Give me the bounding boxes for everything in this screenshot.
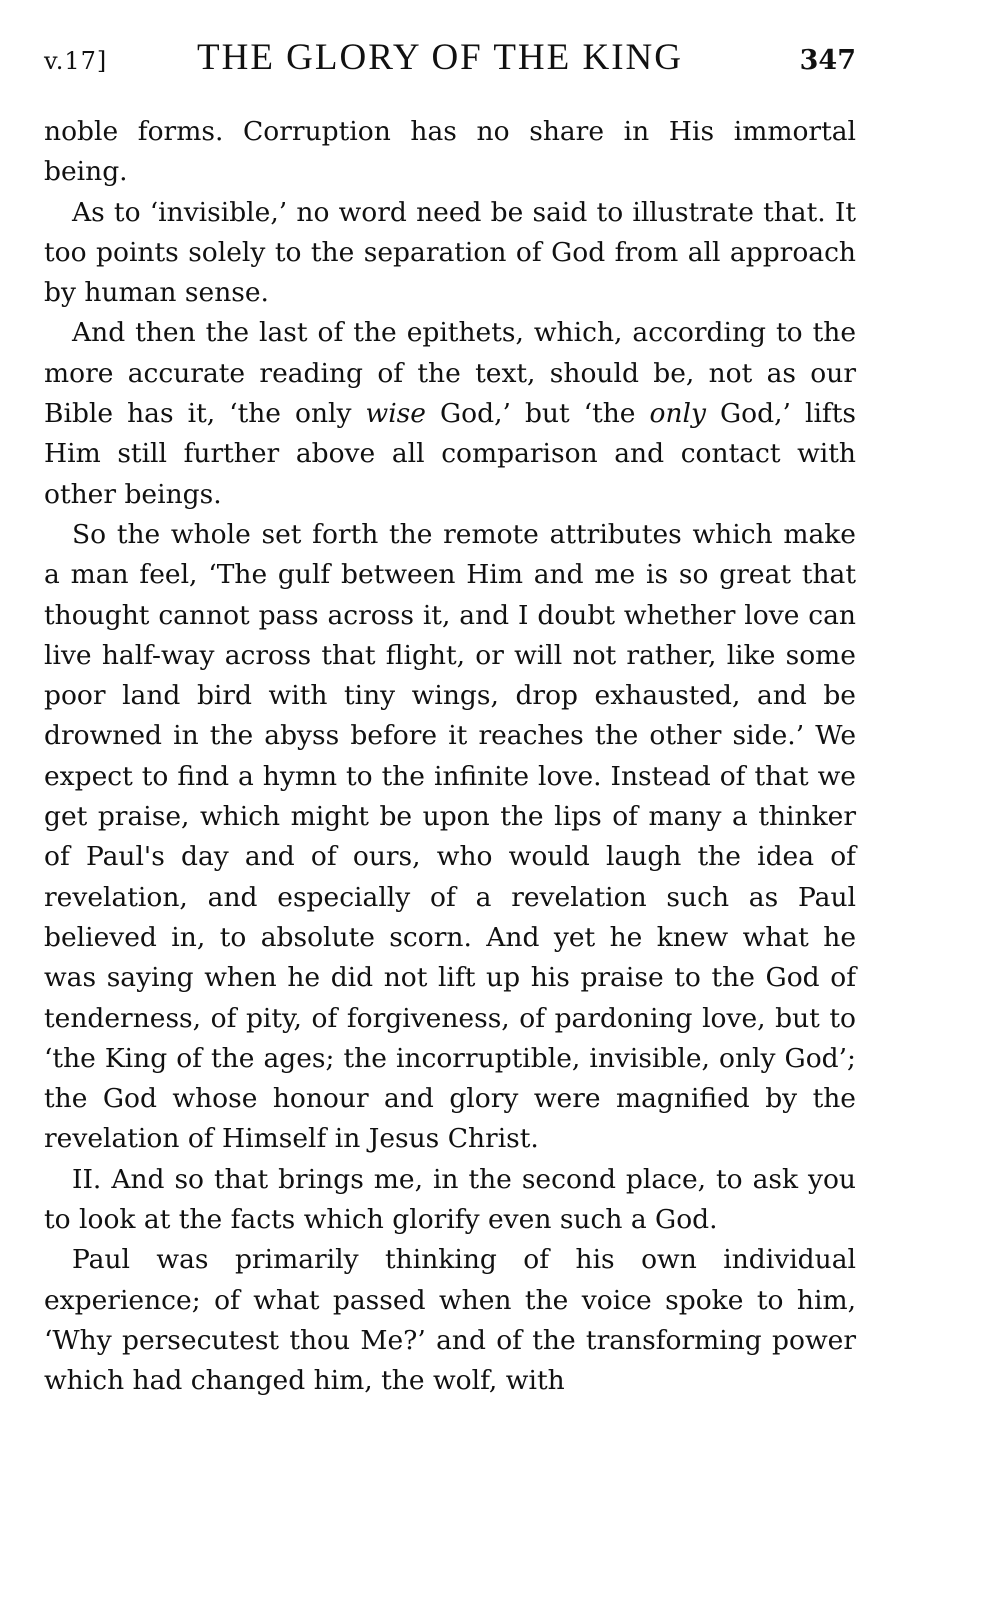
paragraph-4 [44, 515, 856, 1160]
paragraph-text: And then the last of the epithets, which, according to the more accurate reading of the text, should be, not as our Bible has it, ‘the only [44, 317, 856, 430]
verse-reference: v.17] [44, 47, 108, 75]
paragraph-6 [44, 1240, 856, 1401]
paragraph-text: noble forms. Corruption has no share in His immortal being. [44, 116, 856, 188]
paragraph-text: Paul was primarily thinking of his own individual experience; of what passed when the voice spoke to him, ‘Why persecutest thou Me?’ and of the transforming power which had changed him, the wolf, with [44, 1244, 856, 1397]
paragraph-2 [44, 193, 856, 314]
paragraph-1 [44, 112, 856, 193]
paragraph-text: So the whole set forth the remote attributes which make a man feel, ‘The gulf between Him and me is so great that thought cannot pass across it, and I doubt whether love can live half-way across that flight, or will not rather, like some poor land bird with tiny wings, drop exhausted, and be drowned in the abyss before it reaches the other side.’ We expect to find a hymn to the infinite love. Instead of that we get praise, which might be upon the lips of many a thinker of Paul's day and of ours, who would laugh the idea of revelation, and especially of a revelation such as Paul believed in, to absolute scorn. And yet he knew what he was saying when he did not lift up his praise to the God of tenderness, of pity, of forgiveness, of pardoning love, but to ‘the King of the ages; the incorruptible, invisible, only God’; the God whose honour and glory were magnified by the revelation of Himself in Jesus Christ. [44, 518, 856, 1155]
paragraph-3 [44, 313, 856, 514]
italic-emphasis-wise: wise [365, 398, 426, 430]
italic-emphasis-only: only [649, 398, 706, 430]
running-title: THE GLORY OF THE KING [197, 37, 683, 78]
paragraph-text: As to ‘invisible,’ no word need be said to illustrate that. It too points solely to the separation of God from all approach by human sense. [44, 196, 856, 309]
book-page [44, 36, 856, 1402]
paragraph-text: II. And so that brings me, in the second place, to ask you to look at the facts which glorify even such a God. [44, 1163, 856, 1236]
page-number: 347 [799, 45, 856, 76]
body-text [44, 112, 856, 1402]
paragraph-5 [44, 1160, 856, 1241]
running-header [44, 36, 856, 98]
paragraph-text: God,’ but ‘the [425, 398, 650, 430]
paragraph-text: God,’ lifts Him still further above all comparison and contact with other beings. [44, 398, 856, 510]
